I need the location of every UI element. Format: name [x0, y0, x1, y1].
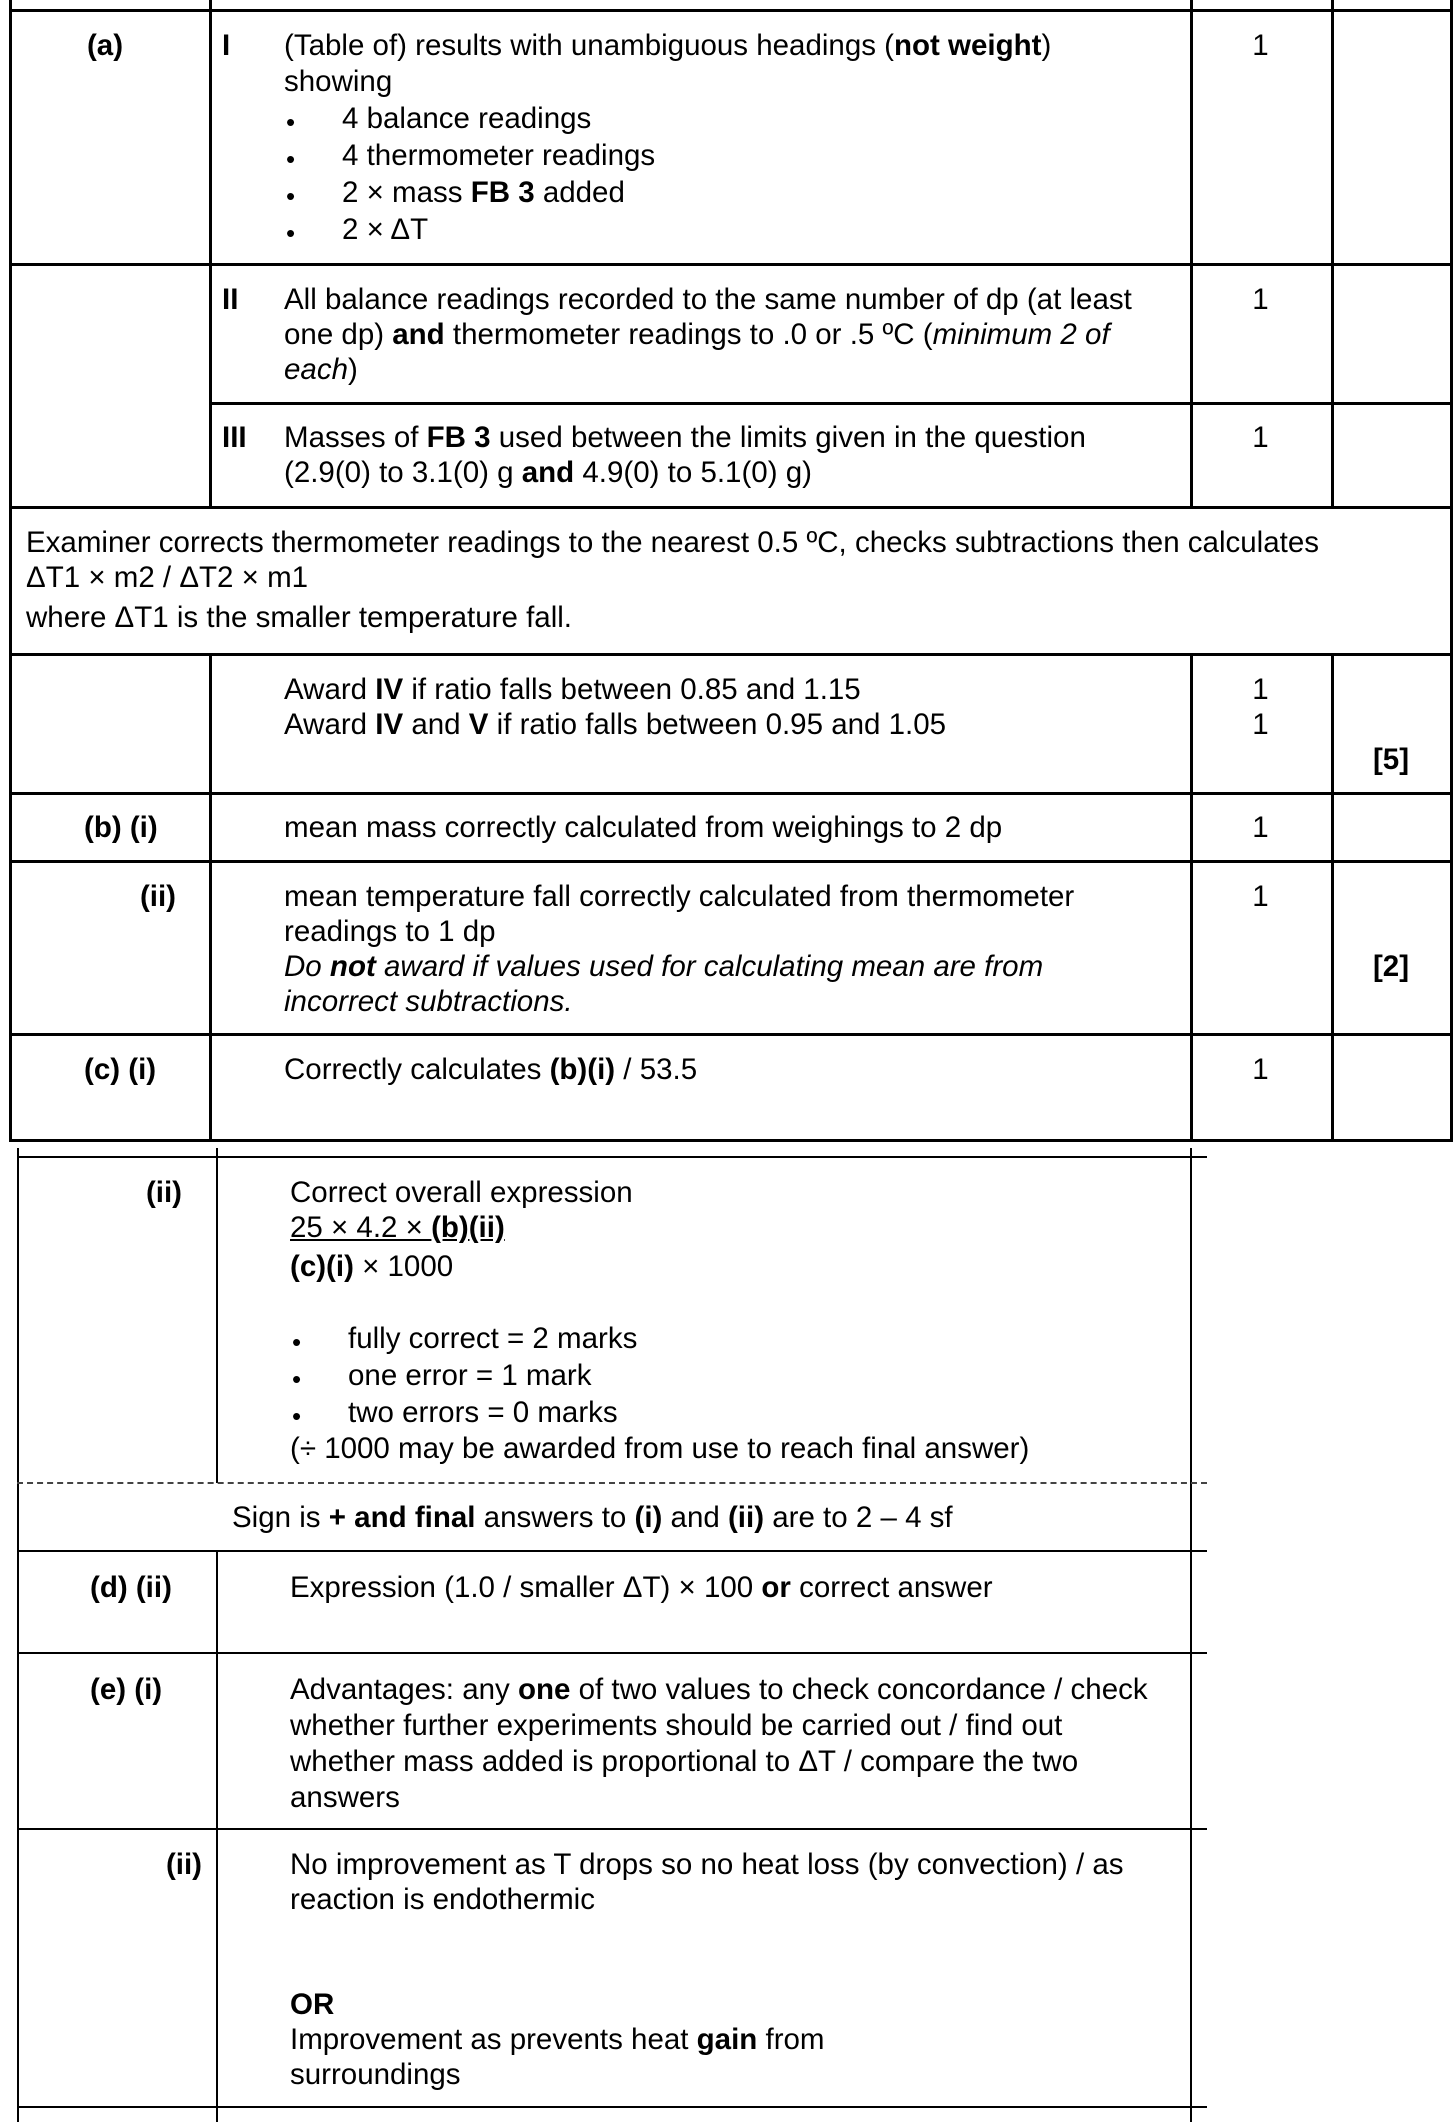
row-divider	[209, 402, 1453, 405]
mark-value: 1	[1252, 29, 1269, 62]
part-label: (d) (ii)	[90, 1571, 172, 1604]
criterion-text: surroundings	[290, 2058, 461, 2091]
mark-value: 1	[1252, 421, 1269, 454]
table1-border-left	[9, 0, 12, 1142]
bullet-item: 2 × mass FB 3 added	[342, 176, 625, 209]
row-divider	[17, 1550, 1207, 1552]
criterion-text: (Table of) results with unambiguous headings (not weight)	[284, 29, 1052, 62]
criterion-text: reaction is endothermic	[290, 1883, 595, 1916]
criterion-text: mean mass correctly calculated from weighings to 2 dp	[284, 811, 1003, 844]
table2-border-top	[17, 1156, 1207, 1158]
bullet-icon: •	[286, 107, 296, 137]
bullet-item: fully correct = 2 marks	[348, 1322, 638, 1355]
table1-border-bottom	[9, 1139, 1453, 1142]
row-divider	[9, 1033, 1453, 1036]
criterion-text: All balance readings recorded to the same number of dp (at least	[284, 283, 1132, 316]
bullet-item: two errors = 0 marks	[348, 1396, 618, 1429]
criterion-text: (2.9(0) to 3.1(0) g and 4.9(0) to 5.1(0) g)	[284, 456, 812, 489]
criterion-text: readings to 1 dp	[284, 915, 496, 948]
subpart-label: II	[222, 283, 239, 316]
row-divider	[9, 792, 1453, 795]
bullet-item: 2 × ΔT	[342, 213, 429, 246]
row-divider	[17, 2106, 1207, 2108]
mark-value: 1	[1252, 283, 1269, 316]
part-label: (ii)	[139, 880, 176, 913]
row-divider	[9, 263, 1453, 266]
bullet-icon: •	[286, 144, 296, 174]
bullet-icon: •	[292, 1401, 302, 1431]
criterion-text: Award IV if ratio falls between 0.85 and 1.15	[284, 673, 861, 706]
criterion-text: mean temperature fall correctly calculated from thermometer	[284, 880, 1075, 913]
part-label: (ii)	[165, 1848, 202, 1881]
part-label: (b) (i)	[84, 811, 158, 844]
criterion-text: each)	[284, 353, 358, 386]
part-label: (e) (i)	[90, 1673, 163, 1706]
criterion-text: whether mass added is proportional to ΔT / compare the two	[290, 1745, 1079, 1778]
row-divider	[9, 860, 1453, 863]
table1-border-top	[9, 9, 1453, 12]
note-text: Examiner corrects thermometer readings to the nearest 0.5 ºC, checks subtractions then calculates	[26, 526, 1319, 559]
or-label: OR	[290, 1988, 335, 2021]
row-divider	[17, 1652, 1207, 1654]
mark-value: 1	[1252, 708, 1269, 741]
bullet-icon: •	[292, 1327, 302, 1357]
subpart-label: III	[222, 421, 247, 454]
criterion-text: Advantages: any one of two values to check concordance / check	[290, 1673, 1148, 1706]
criterion-note: (÷ 1000 may be awarded from use to reach final answer)	[290, 1432, 1030, 1465]
criterion-text: answers	[290, 1781, 400, 1814]
expression-denominator: (c)(i) × 1000	[290, 1250, 454, 1283]
criterion-text: Improvement as prevents heat gain from	[290, 2023, 825, 2056]
bullet-icon: •	[286, 181, 296, 211]
table1-col-divider	[209, 0, 212, 508]
criterion-text: Correct overall expression	[290, 1176, 633, 1209]
criterion-text: Correctly calculates (b)(i) / 53.5	[284, 1053, 698, 1086]
mark-value: 1	[1252, 811, 1269, 844]
part-label: (a)	[86, 29, 124, 62]
bullet-item: 4 thermometer readings	[342, 139, 656, 172]
part-label: (c) (i)	[84, 1053, 157, 1086]
note-formula: ΔT1 × m2 / ΔT2 × m1	[26, 561, 309, 594]
row-divider	[9, 653, 1453, 656]
criterion-text: Masses of FB 3 used between the limits given in the question	[284, 421, 1086, 454]
total-marks: [5]	[1372, 743, 1410, 776]
criterion-text: Expression (1.0 / smaller ΔT) × 100 or correct answer	[290, 1571, 993, 1604]
total-marks: [2]	[1372, 950, 1410, 983]
bullet-item: 4 balance readings	[342, 102, 592, 135]
note-text: where ΔT1 is the smaller temperature fall.	[26, 601, 572, 634]
criterion-text: No improvement as T drops so no heat loss (by convection) / as	[290, 1848, 1124, 1881]
criterion-note: incorrect subtractions.	[284, 985, 573, 1018]
criterion-text: Sign is + and final answers to (i) and (ii) are to 2 – 4 sf	[232, 1501, 953, 1534]
row-divider	[9, 506, 1453, 509]
dashed-divider	[17, 1482, 1207, 1484]
criterion-note: Do not award if values used for calculating mean are from	[284, 950, 1044, 983]
criterion-text: showing	[284, 65, 393, 98]
bullet-item: one error = 1 mark	[348, 1359, 592, 1392]
criterion-text: Award IV and V if ratio falls between 0.95 and 1.05	[284, 708, 947, 741]
table2-border-left	[17, 1148, 19, 2122]
mark-value: 1	[1252, 673, 1269, 706]
bullet-icon: •	[286, 218, 296, 248]
table2-col-divider	[216, 1148, 218, 1483]
mark-value: 1	[1252, 1053, 1269, 1086]
part-label: (ii)	[145, 1176, 182, 1209]
criterion-text: whether further experiments should be carried out / find out	[290, 1709, 1063, 1742]
bullet-icon: •	[292, 1364, 302, 1394]
table2-col-divider	[216, 1552, 218, 2122]
table1-col-divider	[209, 654, 212, 1142]
mark-value: 1	[1252, 880, 1269, 913]
table2-border-right	[1190, 1148, 1192, 2122]
table1-total-divider	[1331, 654, 1334, 1142]
row-divider	[17, 1828, 1207, 1830]
table1-total-divider	[1331, 0, 1334, 508]
subpart-label: I	[222, 29, 231, 62]
criterion-text: one dp) and thermometer readings to .0 or .5 ºC (minimum 2 of	[284, 318, 1110, 351]
expression-numerator: 25 × 4.2 × (b)(ii)	[290, 1211, 505, 1244]
